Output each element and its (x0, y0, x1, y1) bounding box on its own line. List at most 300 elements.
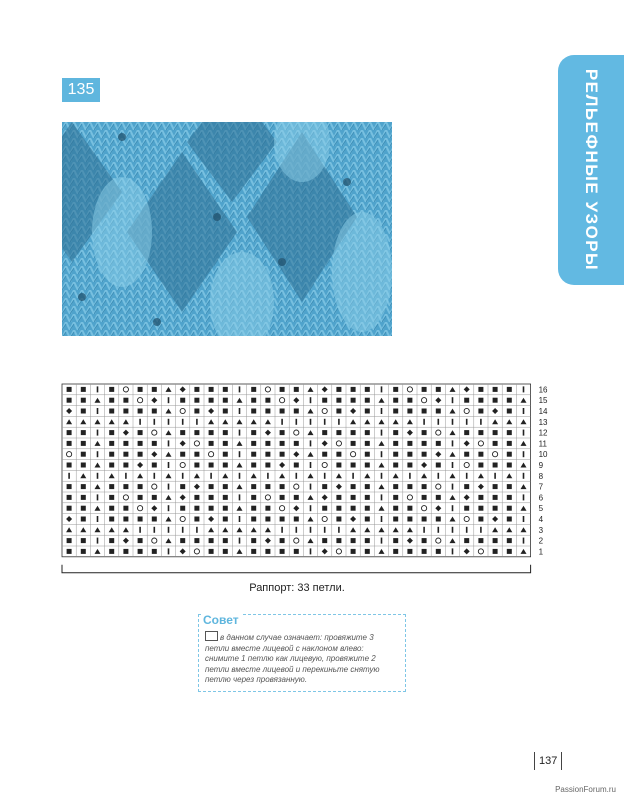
stitch-symbol (336, 538, 341, 543)
stitch-symbol (81, 484, 86, 489)
stitch-symbol (336, 517, 341, 522)
stitch-symbol (436, 549, 441, 554)
stitch-symbol (365, 484, 370, 489)
stitch-symbol (493, 387, 498, 392)
stitch-symbol (478, 495, 483, 500)
stitch-symbol (194, 409, 199, 414)
stitch-symbol (523, 494, 525, 500)
stitch-symbol (507, 538, 512, 543)
stitch-symbol (523, 538, 525, 544)
stitch-symbol (168, 484, 170, 490)
tip-box (198, 614, 406, 692)
stitch-symbol (422, 495, 427, 500)
stitch-symbol (265, 484, 270, 489)
stitch-symbol (97, 386, 99, 392)
stitch-symbol (209, 430, 214, 435)
stitch-symbol (209, 441, 214, 446)
rapport-caption: Раппорт: 33 петли. (249, 582, 345, 594)
row-number-label: 3 (538, 525, 544, 535)
row-number-label: 11 (538, 439, 547, 449)
stitch-symbol (67, 484, 72, 489)
stitch-symbol (194, 495, 199, 500)
stitch-symbol (81, 549, 86, 554)
stitch-symbol (523, 386, 525, 392)
stitch-symbol (493, 398, 498, 403)
stitch-symbol (109, 538, 114, 543)
stitch-symbol (182, 527, 184, 533)
stitch-symbol (81, 538, 86, 543)
stitch-symbol (223, 463, 228, 468)
stitch-symbol (138, 452, 143, 457)
stitch-symbol (464, 430, 469, 435)
stitch-symbol (180, 452, 185, 457)
stitch-symbol (265, 549, 270, 554)
stitch-symbol (523, 473, 525, 479)
stitch-symbol (280, 517, 285, 522)
stitch-symbol (381, 473, 383, 479)
stitch-symbol (507, 409, 512, 414)
stitch-symbol (338, 419, 340, 425)
stitch-symbol (280, 409, 285, 414)
stitch-symbol (109, 484, 114, 489)
stitch-symbol (123, 398, 128, 403)
stitch-symbol (294, 441, 299, 446)
stitch-symbol (209, 463, 214, 468)
stitch-symbol (180, 506, 185, 511)
row-number-label: 12 (538, 428, 548, 438)
stitch-symbol (223, 506, 228, 511)
stitch-symbol (523, 430, 525, 436)
stitch-symbol (407, 398, 412, 403)
stitch-symbol (251, 409, 256, 414)
row-number-label: 16 (538, 385, 548, 395)
stitch-symbol (223, 495, 228, 500)
tip-title: Совет (203, 613, 243, 627)
stitch-symbol (223, 441, 228, 446)
stitch-symbol (294, 409, 299, 414)
stitch-symbol (81, 506, 86, 511)
stitch-symbol (138, 484, 143, 489)
stitch-symbol (464, 506, 469, 511)
stitch-symbol (393, 506, 398, 511)
knitting-chart-grid (60, 380, 580, 578)
stitch-symbol (67, 463, 72, 468)
stitch-symbol (194, 538, 199, 543)
stitch-symbol (507, 484, 512, 489)
stitch-symbol (223, 452, 228, 457)
watermark: PassionForum.ru (555, 785, 616, 794)
stitch-symbol (152, 409, 157, 414)
stitch-symbol (493, 484, 498, 489)
stitch-symbol (436, 463, 441, 468)
stitch-symbol (478, 506, 483, 511)
stitch-symbol (336, 430, 341, 435)
stitch-symbol (81, 398, 86, 403)
stitch-symbol (478, 452, 483, 457)
stitch-symbol (507, 452, 512, 457)
stitch-symbol (210, 473, 212, 479)
stitch-symbol (280, 430, 285, 435)
stitch-symbol (507, 430, 512, 435)
stitch-symbol (251, 463, 256, 468)
stitch-symbol (239, 408, 241, 414)
stitch-symbol (436, 517, 441, 522)
stitch-symbol (209, 387, 214, 392)
stitch-symbol (365, 506, 370, 511)
stitch-symbol (523, 516, 525, 522)
stitch-symbol (280, 484, 285, 489)
stitch-symbol (194, 430, 199, 435)
stitch-symbol (294, 387, 299, 392)
row-number-label: 8 (538, 471, 544, 481)
stitch-symbol (296, 473, 298, 479)
stitch-symbol (168, 462, 170, 468)
stitch-symbol (152, 517, 157, 522)
stitch-symbol (296, 527, 298, 533)
stitch-symbol (251, 441, 256, 446)
stitch-symbol (138, 387, 143, 392)
stitch-symbol (466, 473, 468, 479)
stitch-symbol (280, 495, 285, 500)
decrease-symbol-icon (205, 631, 218, 641)
stitch-symbol (523, 451, 525, 457)
stitch-symbol (209, 398, 214, 403)
stitch-symbol (381, 386, 383, 392)
stitch-symbol (310, 419, 312, 425)
stitch-symbol (507, 549, 512, 554)
stitch-symbol (351, 484, 356, 489)
stitch-symbol (138, 538, 143, 543)
stitch-symbol (493, 549, 498, 554)
row-number-label: 6 (538, 493, 544, 503)
stitch-symbol (452, 419, 454, 425)
stitch-symbol (310, 548, 312, 554)
stitch-symbol (81, 387, 86, 392)
stitch-symbol (480, 527, 482, 533)
stitch-symbol (265, 441, 270, 446)
stitch-symbol (322, 484, 327, 489)
stitch-symbol (507, 441, 512, 446)
stitch-symbol (294, 549, 299, 554)
stitch-symbol (438, 527, 440, 533)
stitch-symbol (267, 473, 269, 479)
stitch-symbol (223, 430, 228, 435)
stitch-symbol (422, 517, 427, 522)
row-number-label: 7 (538, 482, 544, 492)
stitch-symbol (407, 452, 412, 457)
stitch-symbol (407, 517, 412, 522)
stitch-symbol (194, 506, 199, 511)
stitch-symbol (436, 387, 441, 392)
stitch-symbol (67, 430, 72, 435)
stitch-symbol (109, 463, 114, 468)
stitch-symbol (351, 463, 356, 468)
stitch-symbol (322, 452, 327, 457)
stitch-symbol (336, 409, 341, 414)
stitch-symbol (336, 398, 341, 403)
stitch-symbol (365, 430, 370, 435)
stitch-symbol (194, 452, 199, 457)
stitch-symbol (97, 408, 99, 414)
stitch-symbol (265, 398, 270, 403)
knitting-chart (60, 380, 580, 578)
stitch-symbol (251, 549, 256, 554)
stitch-symbol (109, 549, 114, 554)
stitch-symbol (365, 463, 370, 468)
stitch-symbol (478, 398, 483, 403)
stitch-symbol (436, 495, 441, 500)
stitch-symbol (251, 495, 256, 500)
stitch-symbol (393, 517, 398, 522)
stitch-symbol (251, 430, 256, 435)
stitch-symbol (109, 409, 114, 414)
stitch-symbol (168, 548, 170, 554)
stitch-symbol (493, 441, 498, 446)
stitch-symbol (393, 452, 398, 457)
stitch-symbol (493, 538, 498, 543)
pattern-number-badge: 135 (62, 78, 100, 102)
stitch-symbol (239, 430, 241, 436)
stitch-symbol (81, 463, 86, 468)
stitch-symbol (464, 484, 469, 489)
stitch-symbol (109, 441, 114, 446)
stitch-symbol (223, 549, 228, 554)
row-number-label: 13 (538, 417, 548, 427)
stitch-symbol (365, 495, 370, 500)
stitch-symbol (196, 419, 198, 425)
stitch-symbol (81, 452, 86, 457)
stitch-symbol (109, 430, 114, 435)
stitch-symbol (294, 495, 299, 500)
stitch-symbol (409, 473, 411, 479)
stitch-symbol (182, 473, 184, 479)
stitch-symbol (351, 387, 356, 392)
stitch-symbol (265, 452, 270, 457)
stitch-symbol (365, 538, 370, 543)
page-number: 137 (534, 752, 562, 770)
stitch-symbol (138, 430, 143, 435)
stitch-symbol (507, 387, 512, 392)
stitch-symbol (322, 538, 327, 543)
stitch-symbol (381, 408, 383, 414)
stitch-symbol (351, 495, 356, 500)
stitch-symbol (81, 409, 86, 414)
stitch-symbol (310, 397, 312, 403)
stitch-symbol (180, 398, 185, 403)
stitch-symbol (393, 463, 398, 468)
stitch-symbol (168, 505, 170, 511)
stitch-symbol (67, 549, 72, 554)
stitch-symbol (393, 538, 398, 543)
stitch-symbol (407, 463, 412, 468)
stitch-symbol (422, 409, 427, 414)
stitch-symbol (381, 538, 383, 544)
tip-text: в данном случае означает: провяжите 3 петли вместе лицевой с наклоном влево: снимите 1 петлю как лицевую, провяжите 2 петли вместе лицевой и перекиньте снятую петлю через провязанную. (205, 633, 380, 684)
stitch-symbol (168, 527, 170, 533)
stitch-symbol (393, 387, 398, 392)
stitch-symbol (239, 451, 241, 457)
stitch-symbol (478, 409, 483, 414)
stitch-symbol (365, 517, 370, 522)
stitch-symbol (265, 506, 270, 511)
stitch-symbol (478, 387, 483, 392)
stitch-symbol (281, 527, 283, 533)
stitch-symbol (67, 538, 72, 543)
stitch-symbol (152, 549, 157, 554)
stitch-symbol (123, 506, 128, 511)
stitch-symbol (422, 484, 427, 489)
stitch-symbol (423, 527, 425, 533)
stitch-symbol (109, 398, 114, 403)
stitch-symbol (239, 538, 241, 544)
knitting-texture-image (62, 122, 392, 336)
stitch-symbol (209, 549, 214, 554)
stitch-symbol (365, 387, 370, 392)
stitch-symbol (466, 419, 468, 425)
stitch-symbol (265, 463, 270, 468)
stitch-symbol (336, 452, 341, 457)
row-number-label: 15 (538, 396, 548, 406)
stitch-symbol (180, 484, 185, 489)
stitch-symbol (239, 516, 241, 522)
stitch-symbol (523, 408, 525, 414)
stitch-symbol (138, 409, 143, 414)
stitch-symbol (351, 398, 356, 403)
rapport-bracket (62, 565, 531, 573)
stitch-symbol (67, 506, 72, 511)
stitch-symbol (438, 473, 440, 479)
stitch-symbol (152, 495, 157, 500)
stitch-symbol (109, 495, 114, 500)
stitch-symbol (239, 386, 241, 392)
stitch-symbol (109, 452, 114, 457)
stitch-symbol (251, 398, 256, 403)
stitch-symbol (97, 516, 99, 522)
stitch-symbol (67, 441, 72, 446)
stitch-symbol (452, 484, 454, 490)
stitch-symbol (464, 398, 469, 403)
stitch-symbol (152, 463, 157, 468)
stitch-symbol (310, 527, 312, 533)
stitch-symbol (452, 548, 454, 554)
stitch-symbol (336, 387, 341, 392)
stitch-symbol (123, 409, 128, 414)
stitch-symbol (352, 473, 354, 479)
stitch-symbol (209, 495, 214, 500)
stitch-symbol (223, 517, 228, 522)
row-number-label: 4 (538, 515, 544, 524)
stitch-symbol (251, 538, 256, 543)
stitch-symbol (422, 549, 427, 554)
stitch-symbol (125, 473, 127, 479)
stitch-symbol (480, 419, 482, 425)
stitch-symbol (407, 549, 412, 554)
stitch-symbol (324, 473, 326, 479)
stitch-symbol (365, 398, 370, 403)
row-number-label: 1 (538, 547, 544, 557)
stitch-symbol (351, 430, 356, 435)
stitch-symbol (251, 506, 256, 511)
stitch-symbol (97, 430, 99, 436)
stitch-symbol (365, 452, 370, 457)
stitch-symbol (310, 484, 312, 490)
stitch-symbol (209, 484, 214, 489)
stitch-symbol (493, 430, 498, 435)
stitch-symbol (138, 441, 143, 446)
stitch-symbol (336, 463, 341, 468)
stitch-symbol (324, 419, 326, 425)
stitch-symbol (138, 495, 143, 500)
stitch-symbol (251, 517, 256, 522)
stitch-symbol (294, 517, 299, 522)
stitch-symbol (180, 430, 185, 435)
stitch-symbol (436, 409, 441, 414)
stitch-symbol (194, 387, 199, 392)
stitch-symbol (109, 517, 114, 522)
stitch-symbol (422, 387, 427, 392)
stitch-symbol (381, 430, 383, 436)
stitch-symbol (478, 538, 483, 543)
stitch-symbol (154, 527, 156, 533)
stitch-symbol (393, 430, 398, 435)
stitch-symbol (168, 397, 170, 403)
stitch-symbol (81, 517, 86, 522)
row-number-label: 5 (538, 504, 544, 514)
stitch-symbol (422, 452, 427, 457)
stitch-symbol (322, 506, 327, 511)
stitch-symbol (109, 506, 114, 511)
stitch-symbol (251, 387, 256, 392)
stitch-symbol (407, 506, 412, 511)
stitch-symbol (223, 484, 228, 489)
stitch-symbol (310, 440, 312, 446)
stitch-symbol (81, 430, 86, 435)
stitch-symbol (422, 441, 427, 446)
stitch-symbol (365, 441, 370, 446)
stitch-symbol (223, 409, 228, 414)
stitch-symbol (280, 452, 285, 457)
stitch-symbol (223, 387, 228, 392)
stitch-symbol (296, 419, 298, 425)
stitch-symbol (310, 462, 312, 468)
stitch-symbol (109, 387, 114, 392)
stitch-symbol (507, 517, 512, 522)
stitch-symbol (493, 463, 498, 468)
stitch-symbol (123, 549, 128, 554)
stitch-symbol (507, 463, 512, 468)
stitch-symbol (280, 549, 285, 554)
stitch-symbol (154, 419, 156, 425)
stitch-symbol (239, 494, 241, 500)
stitch-symbol (154, 473, 156, 479)
stitch-symbol (393, 484, 398, 489)
stitch-symbol (139, 419, 141, 425)
stitch-symbol (422, 430, 427, 435)
stitch-symbol (393, 409, 398, 414)
stitch-symbol (223, 538, 228, 543)
stitch-symbol (182, 419, 184, 425)
stitch-symbol (209, 538, 214, 543)
stitch-symbol (407, 441, 412, 446)
stitch-symbol (407, 409, 412, 414)
stitch-symbol (381, 451, 383, 457)
stitch-symbol (423, 419, 425, 425)
stitch-symbol (393, 495, 398, 500)
stitch-symbol (123, 484, 128, 489)
stitch-symbol (351, 506, 356, 511)
stitch-symbol (310, 505, 312, 511)
stitch-symbol (365, 409, 370, 414)
